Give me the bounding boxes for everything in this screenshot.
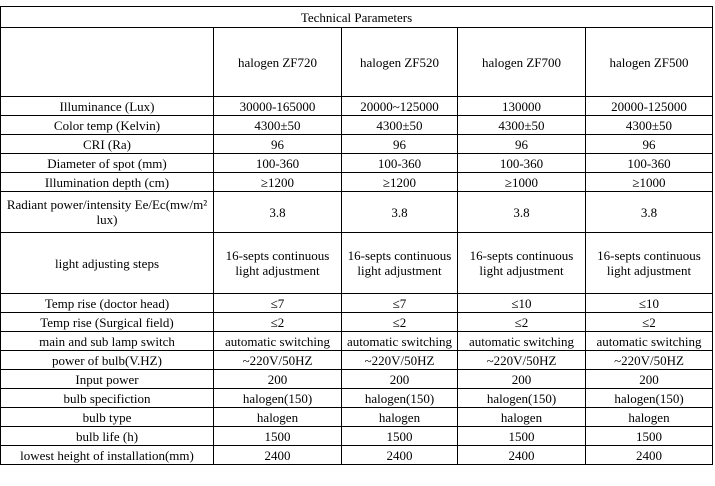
cell-value: ~220V/50HZ <box>214 351 342 370</box>
cell-value: 96 <box>586 135 713 154</box>
table-row <box>1 233 713 294</box>
cell-value: automatic switching <box>458 332 586 351</box>
cell-value: halogen(150) <box>458 389 586 408</box>
cell-value: ≥1200 <box>342 173 458 192</box>
cell-value: halogen <box>214 408 342 427</box>
table-row <box>1 135 713 154</box>
cell-value: ~220V/50HZ <box>342 351 458 370</box>
table-row <box>1 97 713 116</box>
cell-value: halogen <box>458 408 586 427</box>
cell-value: 96 <box>458 135 586 154</box>
cell-value: 16-septs continuous light adjustment <box>586 233 713 294</box>
row-label: Temp rise (Surgical field) <box>1 313 214 332</box>
header-model: halogen ZF720 <box>214 28 342 97</box>
cell-value: 16-septs continuous light adjustment <box>342 233 458 294</box>
cell-value: halogen(150) <box>214 389 342 408</box>
table-row <box>1 427 713 446</box>
cell-value: 1500 <box>342 427 458 446</box>
cell-value: 1500 <box>586 427 713 446</box>
cell-value: 1500 <box>458 427 586 446</box>
header-blank <box>1 28 214 97</box>
technical-parameters-table <box>0 6 713 465</box>
cell-value: 96 <box>342 135 458 154</box>
header-model: halogen ZF700 <box>458 28 586 97</box>
cell-value: 200 <box>214 370 342 389</box>
row-label: Diameter of spot (mm) <box>1 154 214 173</box>
table-row <box>1 389 713 408</box>
row-label: CRI (Ra) <box>1 135 214 154</box>
cell-value: 2400 <box>214 446 342 465</box>
cell-value: 2400 <box>342 446 458 465</box>
cell-value: automatic switching <box>342 332 458 351</box>
cell-value: ~220V/50HZ <box>458 351 586 370</box>
cell-value: ≤7 <box>342 294 458 313</box>
row-label: Radiant power/intensity Ee/Ec(mw/m² lux) <box>1 192 214 233</box>
row-label: bulb specifiction <box>1 389 214 408</box>
cell-value: 16-septs continuous light adjustment <box>214 233 342 294</box>
row-label: lowest height of installation(mm) <box>1 446 214 465</box>
cell-value: 130000 <box>458 97 586 116</box>
table-row <box>1 351 713 370</box>
cell-value: 100-360 <box>214 154 342 173</box>
row-label: Illuminance (Lux) <box>1 97 214 116</box>
cell-value: 200 <box>342 370 458 389</box>
table-row <box>1 116 713 135</box>
table-row <box>1 313 713 332</box>
cell-value: halogen(150) <box>586 389 713 408</box>
cell-value: ≤2 <box>586 313 713 332</box>
cell-value: ≥1000 <box>586 173 713 192</box>
cell-value: halogen <box>342 408 458 427</box>
row-label: Temp rise (doctor head) <box>1 294 214 313</box>
cell-value: 4300±50 <box>586 116 713 135</box>
cell-value: 4300±50 <box>214 116 342 135</box>
cell-value: ≤2 <box>342 313 458 332</box>
cell-value: 3.8 <box>586 192 713 233</box>
cell-value: ~220V/50HZ <box>586 351 713 370</box>
row-label: bulb life (h) <box>1 427 214 446</box>
table-row <box>1 173 713 192</box>
table-title: Technical Parameters <box>1 7 713 28</box>
row-label: Color temp (Kelvin) <box>1 116 214 135</box>
row-label: Illumination depth (cm) <box>1 173 214 192</box>
cell-value: halogen(150) <box>342 389 458 408</box>
cell-value: ≤2 <box>458 313 586 332</box>
row-label: bulb type <box>1 408 214 427</box>
cell-value: 100-360 <box>458 154 586 173</box>
cell-value: 4300±50 <box>458 116 586 135</box>
cell-value: 20000-125000 <box>586 97 713 116</box>
cell-value: ≤7 <box>214 294 342 313</box>
cell-value: halogen <box>586 408 713 427</box>
table-row <box>1 332 713 351</box>
cell-value: 100-360 <box>342 154 458 173</box>
cell-value: 2400 <box>458 446 586 465</box>
cell-value: 96 <box>214 135 342 154</box>
table-row <box>1 370 713 389</box>
row-label: main and sub lamp switch <box>1 332 214 351</box>
table-row <box>1 408 713 427</box>
table-row <box>1 154 713 173</box>
cell-value: ≤10 <box>586 294 713 313</box>
cell-value: 3.8 <box>214 192 342 233</box>
cell-value: 1500 <box>214 427 342 446</box>
cell-value: ≥1000 <box>458 173 586 192</box>
cell-value: 20000~125000 <box>342 97 458 116</box>
table-row <box>1 192 713 233</box>
row-label: Input power <box>1 370 214 389</box>
cell-value: 200 <box>458 370 586 389</box>
table-row <box>1 446 713 465</box>
cell-value: automatic switching <box>586 332 713 351</box>
cell-value: ≤10 <box>458 294 586 313</box>
cell-value: 100-360 <box>586 154 713 173</box>
cell-value: ≤2 <box>214 313 342 332</box>
cell-value: ≥1200 <box>214 173 342 192</box>
cell-value: 200 <box>586 370 713 389</box>
table-row <box>1 294 713 313</box>
cell-value: 4300±50 <box>342 116 458 135</box>
cell-value: 3.8 <box>458 192 586 233</box>
cell-value: 16-septs continuous light adjustment <box>458 233 586 294</box>
cell-value: 3.8 <box>342 192 458 233</box>
cell-value: automatic switching <box>214 332 342 351</box>
row-label: power of bulb(V.HZ) <box>1 351 214 370</box>
cell-value: 2400 <box>586 446 713 465</box>
cell-value: 30000-165000 <box>214 97 342 116</box>
header-model: halogen ZF520 <box>342 28 458 97</box>
header-model: halogen ZF500 <box>586 28 713 97</box>
row-label: light adjusting steps <box>1 233 214 294</box>
